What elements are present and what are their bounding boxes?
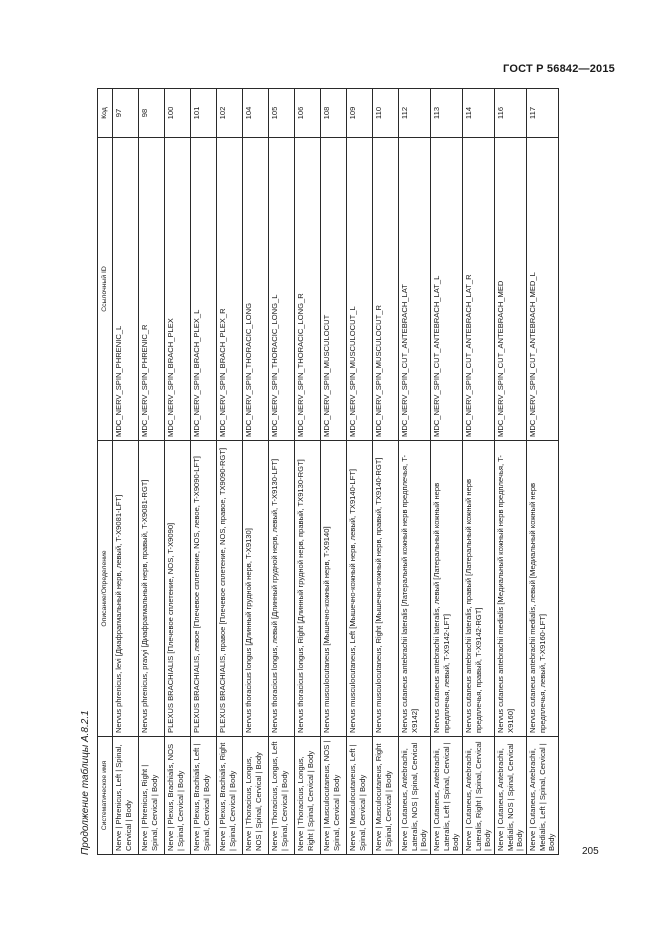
page-number: 205 [582, 846, 599, 857]
code-cell: 101 [191, 89, 217, 138]
code-cell: 97 [113, 89, 139, 138]
description-cell: Nervus phrenicus, pravyi [Диафрагмальный нерв, правый, T-X9081-RGT] [139, 441, 165, 737]
description-cell: Nervus musculocutaneus [Мышечно-кожный нерв, T-X9140] [321, 441, 347, 737]
code-cell: 116 [495, 89, 527, 138]
description-cell: Nervus musculocutaneus, Right [Мышечно-кожный нерв, правый, TX9140-RGT] [373, 441, 399, 737]
reference-id-cell: MDC_NERV_SPIN_CUT_ANTEBRACH_LAT_L [431, 138, 463, 441]
systematic-name-cell: Nerve | Cutaneus, Antebrachii, Lateralis, Left | Spinal, Cervical | Body [431, 737, 463, 855]
table-row [527, 89, 559, 855]
description-cell: Nervus thoracicus longus, левый [Длинный грудной нерв, левый, T-X9130-LFT] [269, 441, 295, 737]
col-header-systematic-name: Систематическое имя [98, 737, 113, 855]
systematic-name-cell: Nerve | Plexus, Brachialis, Right | Spinal, Cervical | Body [217, 737, 243, 855]
reference-id-cell: MDC_NERV_SPIN_THORACIC_LONG_R [295, 138, 321, 441]
code-cell: 100 [165, 89, 191, 138]
col-header-reference-id: Ссылочный ID [98, 138, 113, 441]
systematic-name-cell: Nerve | Thoracicus, Longus, Right | Spinal, Cervical | Body [295, 737, 321, 855]
table-row [347, 89, 373, 855]
nerve-table [97, 88, 559, 855]
systematic-name-cell: Nerve | Phrenicus, Left | Spinal, Cervical | Body [113, 737, 139, 855]
description-cell: Nervus musculocutaneus, Left [Мышечно-кожный нерв, левый, TX9140-LFT] [347, 441, 373, 737]
description-cell: Nervus cutaneus antebrachii medialis, левый [Медиальный кожный нерв предплечья, левый, T-X9160-LFT] [527, 441, 559, 737]
description-cell: PLEXUS BRACHIALIS, правое [Плечевое сплетение, NOS, правое, TX9090-RGT] [217, 441, 243, 737]
table-caption: Продолжение таблицы А.8.2.1 [80, 710, 91, 855]
code-cell: 114 [463, 89, 495, 138]
systematic-name-cell: Nerve | Thoracicus, Longus, NOS | Spinal, Cervical | Body [243, 737, 269, 855]
systematic-name-cell: Nerve | Musculocutaneus, Right | Spinal, Cervical | Body [373, 737, 399, 855]
systematic-name-cell: Nerve | Plexus, Brachialis, Left | Spinal, Cervical | Body [191, 737, 217, 855]
table-row [321, 89, 347, 855]
code-cell: 98 [139, 89, 165, 138]
code-cell: 110 [373, 89, 399, 138]
rotated-table-block [80, 88, 559, 855]
col-header-code: Код [98, 89, 113, 138]
description-cell: PLEXUS BRACHIALIS, левое [Плечевое сплетение, NOS, левое, T-X9090-LFT] [191, 441, 217, 737]
description-cell: Nervus cutaneus antebrachii medialis [Медиальный кожный нерв предплечья, T-X9160] [495, 441, 527, 737]
table-row [495, 89, 527, 855]
table-row [139, 89, 165, 855]
systematic-name-cell: Nerve | Thoracicus, Longus, Left | Spinal, Cervical | Body [269, 737, 295, 855]
systematic-name-cell: Nerve | Cutaneus, Antebrachii, Lateralis, Right | Spinal, Cervical | Body [463, 737, 495, 855]
table-row [295, 89, 321, 855]
description-cell: Nervus cutaneus antebrachii lateralis, левый [Латеральный кожный нерв предплечья, левый, T-X9142-LFT] [431, 441, 463, 737]
description-cell: Nervus thoracicus longus [Длинный грудной нерв, T-X9130] [243, 441, 269, 737]
standard-header: ГОСТ Р 56842—2015 [503, 63, 615, 75]
code-cell: 109 [347, 89, 373, 138]
description-cell: Nervus phrenicus, levi [Диафрагмальный нерв, левый, T-X9081-LFT] [113, 441, 139, 737]
table-row [217, 89, 243, 855]
table-row [113, 89, 139, 855]
col-header-description: Описание/Определение [98, 441, 113, 737]
reference-id-cell: MDC_NERV_SPIN_MUSCULOCUT_R [373, 138, 399, 441]
systematic-name-cell: Nerve | Cutaneus, Antebrachii, Lateralis, NOS | Spinal, Cervical | Body [399, 737, 431, 855]
table-header-row [98, 89, 113, 855]
code-cell: 102 [217, 89, 243, 138]
code-cell: 117 [527, 89, 559, 138]
reference-id-cell: MDC_NERV_SPIN_THORACIC_LONG [243, 138, 269, 441]
table-row [243, 89, 269, 855]
reference-id-cell: MDC_NERV_SPIN_CUT_ANTEBRACH_MED_L [527, 138, 559, 441]
table-row [191, 89, 217, 855]
table-row [463, 89, 495, 855]
systematic-name-cell: Nerve | Cutaneus, Antebrachii, Medialis, NOS | Spinal, Cervical | Body [495, 737, 527, 855]
reference-id-cell: MDC_NERV_SPIN_MUSCULOCUT_L [347, 138, 373, 441]
description-cell: Nervus cutaneus antebrachii lateralis [Латеральный кожный нерв предплечья, T-X9142] [399, 441, 431, 737]
code-cell: 113 [431, 89, 463, 138]
code-cell: 105 [269, 89, 295, 138]
table-row [269, 89, 295, 855]
table-row [431, 89, 463, 855]
reference-id-cell: MDC_NERV_SPIN_MUSCULOCUT [321, 138, 347, 441]
reference-id-cell: MDC_NERV_SPIN_BRACH_PLEX_R [217, 138, 243, 441]
systematic-name-cell: Nerve | Phrenicus, Right | Spinal, Cervical | Body [139, 737, 165, 855]
description-cell: Nervus thoracicus longus, Right [Длинный грудной нерв, правый, TX9130-RGT] [295, 441, 321, 737]
systematic-name-cell: Nerve | Cutaneus, Antebrachii, Medialis, Left | Spinal, Cervical | Body [527, 737, 559, 855]
reference-id-cell: MDC_NERV_SPIN_CUT_ANTEBRACH_LAT [399, 138, 431, 441]
description-cell: Nervus cutaneus antebrachii lateralis, правый [Латеральный кожный нерв предплечья, правый, T-X9142-RGT] [463, 441, 495, 737]
code-cell: 108 [321, 89, 347, 138]
table-row [165, 89, 191, 855]
table-row [399, 89, 431, 855]
reference-id-cell: MDC_NERV_SPIN_THORACIC_LONG_L [269, 138, 295, 441]
reference-id-cell: MDC_NERV_SPIN_PHRENIC_R [139, 138, 165, 441]
reference-id-cell: MDC_NERV_SPIN_BRACH_PLEX [165, 138, 191, 441]
systematic-name-cell: Nerve | Musculocutaneus, NOS | Spinal, Cervical | Body [321, 737, 347, 855]
systematic-name-cell: Nerve | Musculocutaneus, Left | Spinal, Cervical | Body [347, 737, 373, 855]
code-cell: 106 [295, 89, 321, 138]
code-cell: 112 [399, 89, 431, 138]
reference-id-cell: MDC_NERV_SPIN_CUT_ANTEBRACH_MED [495, 138, 527, 441]
table-row [373, 89, 399, 855]
reference-id-cell: MDC_NERV_SPIN_CUT_ANTEBRACH_LAT_R [463, 138, 495, 441]
code-cell: 104 [243, 89, 269, 138]
reference-id-cell: MDC_NERV_SPIN_BRACH_PLEX_L [191, 138, 217, 441]
description-cell: PLEXUS BRACHIALIS [Плечевое сплетение, NOS, T-X9090] [165, 441, 191, 737]
reference-id-cell: MDC_NERV_SPIN_PHRENIC_L [113, 138, 139, 441]
systematic-name-cell: Nerve | Plexus, Brachialis, NOS | Spinal, Cervical | Body [165, 737, 191, 855]
